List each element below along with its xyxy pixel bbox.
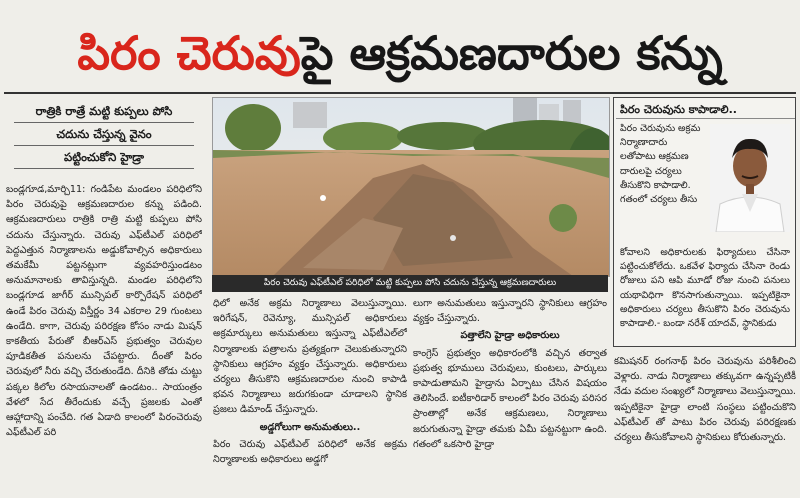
masthead-strip [0, 0, 800, 14]
sidebox-text-wide: కోవాలని అధికారులకు ఫిర్యాదులు చేసినా పట్టించుకోలేదు. ఒకవేళ ఫిర్యాదు చేసినా రెండు రోజులు పని ఆపి మూడో రోజు నుంచి పనులు యథావిధిగా కొనసాగుతున్నాయి. ఇప్పటికైనా అధికారులు చర్యలు తీసుకొని పిరం చెరువును కాపాడాలి.- బండా నరేశ్ యాదవ్, స్థానికుడు [620, 247, 790, 330]
article-paragraph: పిరం చెరువు ఎఫ్‌టీఎల్ పరిధిలో అనేక అక్రమ నిర్మాణాలకు అధికారులు అడ్డగో [213, 438, 407, 466]
article-paragraph: కమిషనర్ రంగనాథ్ పిరం చెరువును పరిశీలించి వెళ్లారు. నాడు నిర్మాణాలు తక్కువగా ఉన్నప్పటికీ నేడు వదుల సంఖ్యలో నిర్మాణాలు వెలుస్తున్నాయి. ఇప్పటికైనా హైడ్రా లాంటి సంస్థలు పట్టించుకొని ఎఫ్‌టీఎల్ తో పాటు పిరం చెరువు పరిరక్షణకు చర్యలు తీసుకోవాలని స్థానికులు కోరుతున్నారు. [614, 356, 796, 444]
photo-caption: పిరం చెరువు ఎఫ్‌టీఎల్ పరిధిలో మట్టి కుప్పలు పోసి చదును చేస్తున్న ఆక్రమణదారులు [212, 275, 608, 292]
section-subheading: అడ్డగోలుగా అనుమతులు.. [259, 421, 361, 433]
lake-land-photo [213, 98, 609, 276]
article-paragraph: లుగా అనుమతులు ఇస్తున్నారని స్థానికులు ఆగ్రహం వ్యక్తం చేస్తున్నారు. [413, 298, 607, 325]
headline [4, 16, 796, 90]
person-photo [710, 124, 790, 232]
portrait-image [710, 124, 790, 232]
article-column-1 [6, 182, 202, 494]
article-paragraph: ధిలో అనేక అక్రమ నిర్మాణాలు వెలుస్తున్నాయి. ఇరిగేషన్, రెవెన్యూ, మున్సిపల్ అధికారులు అక్రమార్కులు అనుమతులు ఇస్తున్నా ఎఫ్‌టీఎల్‌లో నిర్మాణాలకు పత్రాలను ప్రత్యక్షంగా చెలుకుతున్నారని స్థానికులు ఆగ్రహం వ్యక్తం చేస్తున్నారు. అధికారులు చర్యలు తీసుకొని ఆక్రమణదారుల నుంచి కాపాడి భవన నిర్మాణాలు జరుగకుండా చూడాలని స్థానిక ప్రజలు డిమాండ్ చేస్తున్నారు. [213, 298, 407, 416]
quote-sidebox [613, 97, 796, 347]
subhead-line-3: పట్టించుకోని హైడ్రా [14, 146, 194, 169]
subhead-line-1: రాత్రికి రాత్రే మట్టి కుప్పలు పోసి [14, 100, 194, 123]
article-column-3 [413, 296, 607, 494]
article-paragraph: కాంగ్రెస్ ప్రభుత్వం అధికారంలోకి వచ్చిన తర్వాత ప్రభుత్వ భూములు చెరువులు, కుంటలు, పార్కులు కాపాడుతామని హైడ్రాను ఏర్పాటు చేసిన విషయం తెలిసిందే. ఐటీకారిడార్ కాలంలో పిరం చెరువు పరిసర ప్రాంతాల్లో అనేక ఆక్రమణలు, నిర్మాణాలు జరుగుతున్నా హైడ్రా తమకు ఏమీ పట్టనట్టుగా ఉంది. గతంలో ఒకసారి హైడ్రా [413, 347, 607, 450]
subheadline [6, 100, 202, 169]
section-subheading: పత్తాలేని హైడ్రా అధికారులు [460, 330, 560, 342]
headline-red-part: పిరం చెరువు [77, 26, 301, 80]
article-paragraph: బండ్లగూడ,మార్చి11: గండిపేట మండలం పరిధిలోని పిరం చెరువుపై ఆక్రమణదారుల కన్ను పడింది. ఆక్రమణదారులు రాత్రికి రాత్రి మట్టి కుప్పలు పోసి చదును చేస్తున్నారు. చెరువు ఎఫ్‌టీఎల్ పరిధిలో పెద్దఎత్తున నిర్మాణాలను అడ్డుకోవాల్సిన అధికారులు తమకేమీ పట్టనట్లుగా వ్యవహరిస్తుండటం అనుమానాలకు తావిస్తున్నది. మండల పరిధిలోని బండ్లగూడ జాగీర్ మున్సిపల్ కార్పొరేషన్ పరిధిలో ఉండే పిరం చెరువు విస్తీర్ణం 34 ఎకరాల 29 గుంటలు ఉండేది. కాగా, చెరువు పరిరక్షణ కోసం నాడు మిషన్ కాకతీయ పేరుతో బీఆర్ఎస్ ప్రభుత్వం చెరువుల పూడికతీత పనులను చేపట్టారు. దీంతో పిరం చెరువులో నీరు వచ్చి చేరుతుండేది. దీనికి తోడు చుట్టు పక్కల కిలోల రసాయనాలతో ఉండటం.. సాయంత్రం వేళలో సేద తీరేందుకు వచ్చే ప్రజలకు ఎంతో ఆహ్లాదాన్ని పంచేది. గత ఏడాది కాలంలో పిరంచెరువు ఎఫ్‌టీఎల్ పరి [6, 184, 202, 439]
sidebox-title: పిరం చెరువును కాపాడాలి.. [616, 102, 795, 119]
news-photo [212, 97, 610, 277]
sidebox-text-narrow: పిరం చెరువును అక్రమ నిర్మాణాదారు లతోపాటు ఆక్రమణ దారులపై చర్యలు తీసుకొని కాపాడాలి. గతంలో చర్యలు తీసు [620, 123, 701, 206]
headline-rule [4, 92, 796, 94]
article-column-2 [213, 296, 407, 494]
headline-dark-part: పై ఆక్రమణదారుల కన్ను [300, 26, 723, 80]
article-column-4 [614, 354, 796, 494]
subhead-line-2: చదును చేస్తున్న వైనం [14, 123, 194, 146]
